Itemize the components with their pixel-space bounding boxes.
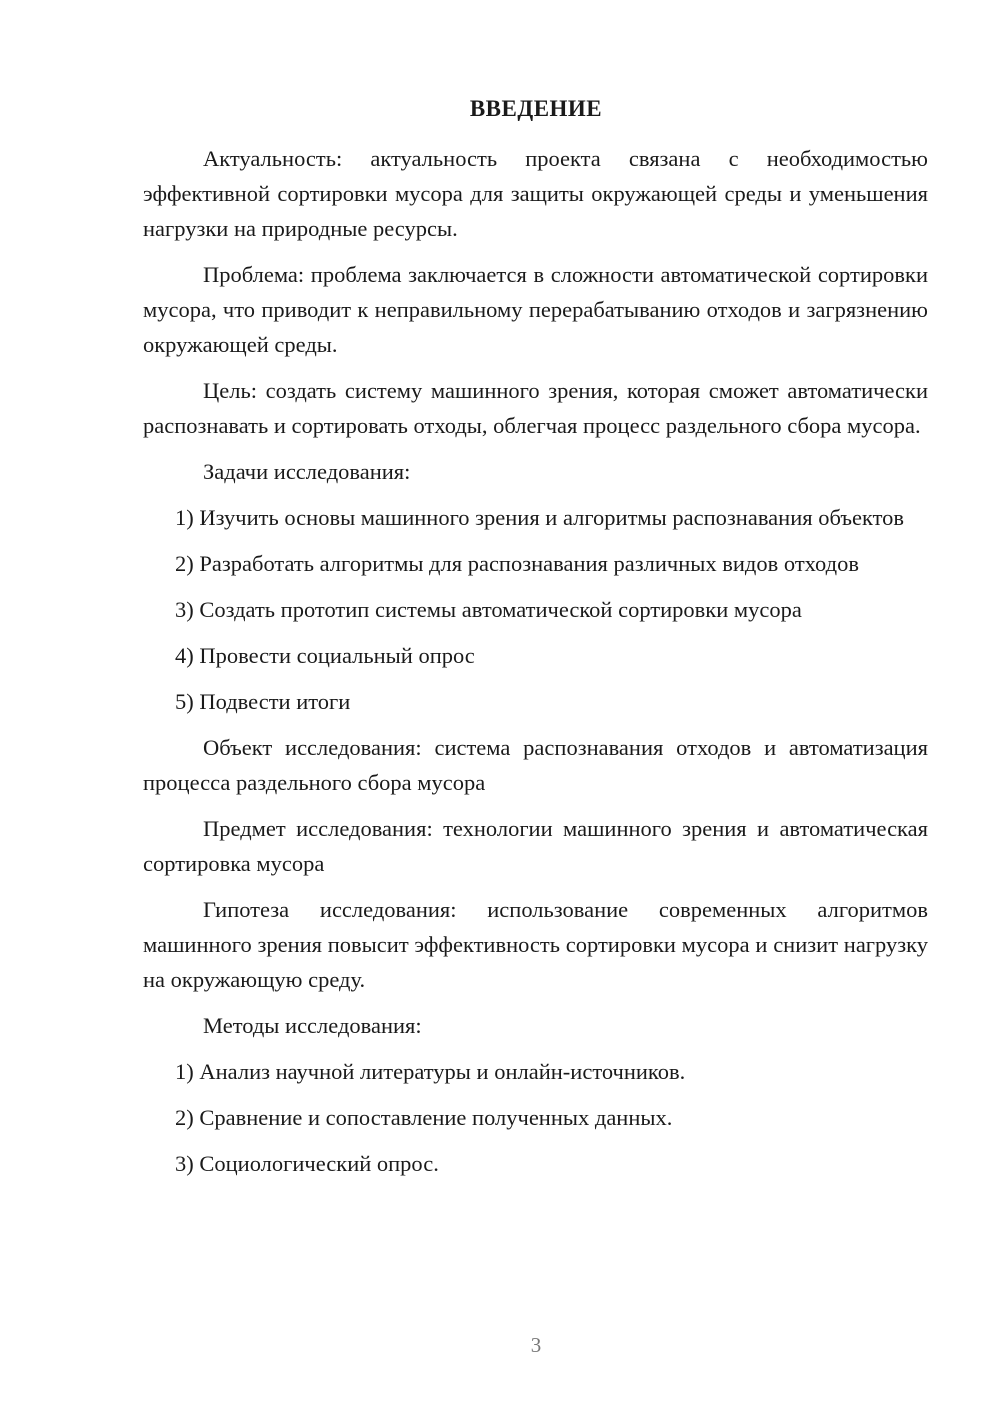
object-paragraph: Объект исследования: система распознавания отходов и автоматизация процесса раздельного сбора мусора	[143, 735, 928, 795]
task-item: 4) Провести социальный опрос	[175, 643, 475, 668]
task-item: 2) Разработать алгоритмы для распознавания различных видов отходов	[175, 551, 859, 576]
method-item: 2) Сравнение и сопоставление полученных данных.	[175, 1105, 673, 1130]
relevance-paragraph: Актуальность: актуальность проекта связана с необходимостью эффективной сортировки мусора для защиты окружающей среды и уменьшения нагрузки на природные ресурсы.	[143, 146, 928, 241]
problem-paragraph: Проблема: проблема заключается в сложности автоматической сортировки мусора, что приводит к неправильному перерабатыванию отходов и загрязнению окружающей среды.	[143, 262, 928, 357]
goal-paragraph: Цель: создать систему машинного зрения, которая сможет автоматически распознавать и сортировать отходы, облегчая процесс раздельного сбора мусора.	[143, 378, 928, 438]
method-item: 1) Анализ научной литературы и онлайн-источников.	[175, 1059, 686, 1084]
task-item: 1) Изучить основы машинного зрения и алгоритмы распознавания объектов	[175, 505, 905, 530]
tasks-heading: Задачи исследования:	[203, 459, 411, 484]
task-item: 5) Подвести итоги	[175, 689, 351, 714]
hypothesis-paragraph: Гипотеза исследования: использование современных алгоритмов машинного зрения повысит эффективность сортировки мусора и снизит нагрузку на окружающую среду.	[143, 897, 928, 992]
page-number: 3	[530, 1333, 542, 1357]
methods-heading: Методы исследования:	[203, 1013, 422, 1038]
page-title: ВВЕДЕНИЕ	[469, 96, 603, 121]
task-item: 3) Создать прототип системы автоматической сортировки мусора	[175, 597, 802, 622]
method-item: 3) Социологический опрос.	[175, 1151, 439, 1176]
document-body	[143, 141, 928, 1181]
subject-paragraph: Предмет исследования: технологии машинного зрения и автоматическая сортировка мусора	[143, 816, 928, 876]
